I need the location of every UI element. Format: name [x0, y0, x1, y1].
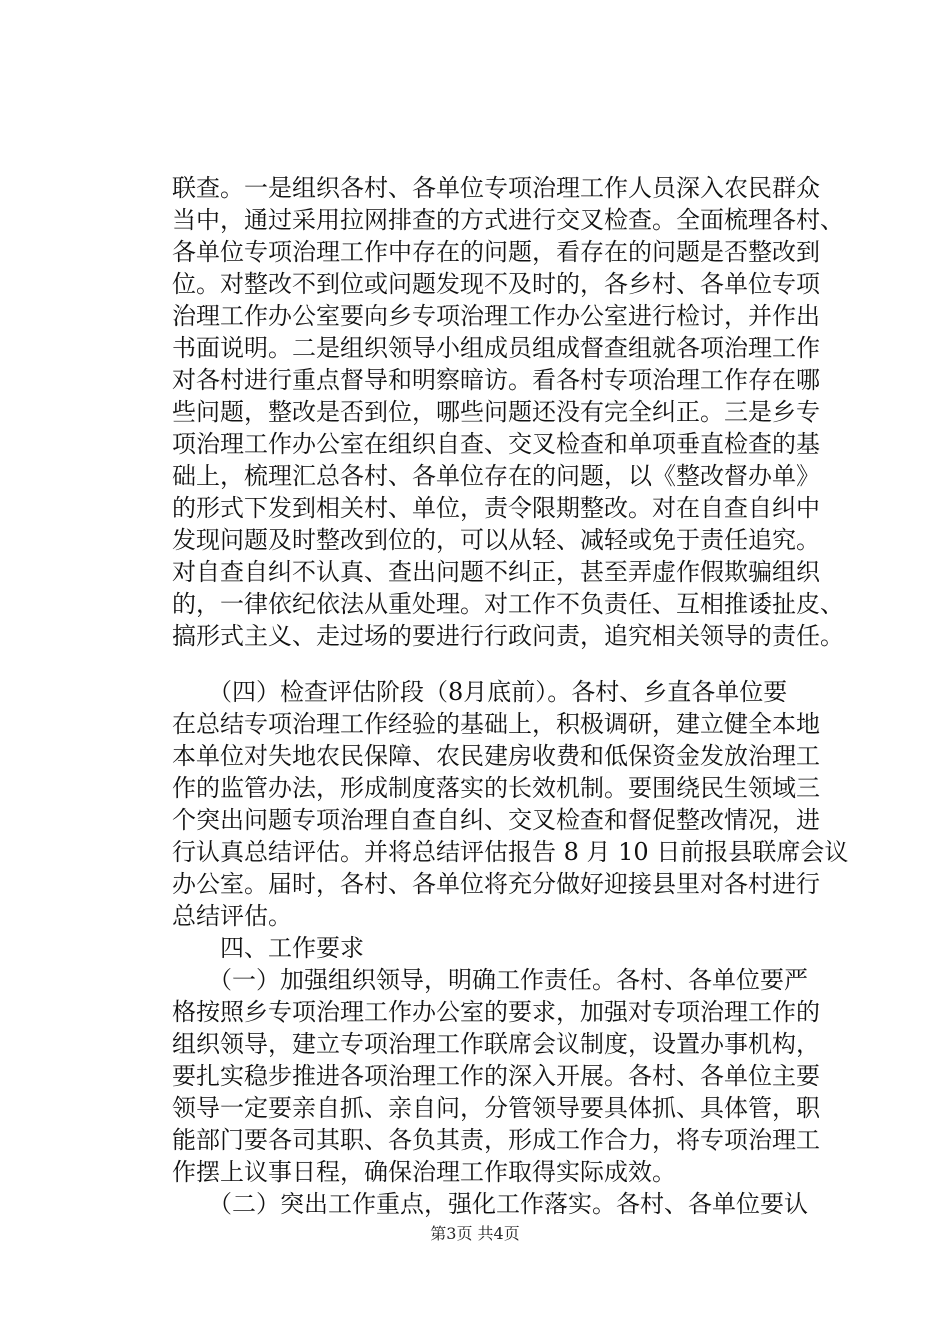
paragraph-line: 当中，通过采用拉网排查的方式进行交叉检查。全面梳理各村、 — [172, 206, 844, 234]
paragraph-line: 础上，梳理汇总各村、各单位存在的问题，以《整改督办单》 — [172, 462, 820, 490]
paragraph-line: 书面说明。二是组织领导小组成员组成督查组就各项治理工作 — [172, 334, 820, 362]
paragraph-line: 些问题，整改是否到位，哪些问题还没有完全纠正。三是乡专 — [172, 398, 820, 426]
paragraph-line: 治理工作办公室要向乡专项治理工作办公室进行检讨，并作出 — [172, 302, 820, 330]
paragraph-line: 位。对整改不到位或问题发现不及时的，各乡村、各单位专项 — [172, 270, 820, 298]
paragraph-line: 搞形式主义、走过场的要进行行政问责，追究相关领导的责任。 — [172, 622, 844, 650]
paragraph-line: 对自查自纠不认真、查出问题不纠正，甚至弄虚作假欺骗组织 — [172, 558, 820, 586]
paragraph-line: 的，一律依纪依法从重处理。对工作不负责任、互相推诿扯皮、 — [172, 590, 844, 618]
paragraph-line: 个突出问题专项治理自查自纠、交叉检查和督促整改情况，进 — [172, 806, 820, 834]
paragraph-line: 作摆上议事日程，确保治理工作取得实际成效。 — [172, 1158, 676, 1186]
paragraph-line: 本单位对失地农民保障、农民建房收费和低保资金发放治理工 — [172, 742, 820, 770]
paragraph-line: 对各村进行重点督导和明察暗访。看各村专项治理工作存在哪 — [172, 366, 820, 394]
paragraph-line: 各单位专项治理工作中存在的问题，看存在的问题是否整改到 — [172, 238, 820, 266]
paragraph-line: （二）突出工作重点，强化工作落实。各村、各单位要认 — [172, 1190, 808, 1218]
paragraph-line: 作的监管办法，形成制度落实的长效机制。要围绕民生领域三 — [172, 774, 820, 802]
paragraph-line: 组织领导，建立专项治理工作联席会议制度，设置办事机构， — [172, 1030, 820, 1058]
paragraph-line: 格按照乡专项治理工作办公室的要求，加强对专项治理工作的 — [172, 998, 820, 1026]
paragraph-line: 发现问题及时整改到位的，可以从轻、减轻或免于责任追究。 — [172, 526, 820, 554]
paragraph-line: 领导一定要亲自抓、亲自问，分管领导要具体抓、具体管，职 — [172, 1094, 820, 1122]
paragraph-line: 办公室。届时，各村、各单位将充分做好迎接县里对各村进行 — [172, 870, 820, 898]
paragraph-line: 在总结专项治理工作经验的基础上，积极调研，建立健全本地 — [172, 710, 820, 738]
paragraph-line: （一）加强组织领导，明确工作责任。各村、各单位要严 — [172, 966, 808, 994]
paragraph-line: 能部门要各司其职、各负其责，形成工作合力，将专项治理工 — [172, 1126, 820, 1154]
paragraph-line: 项治理工作办公室在组织自查、交叉检查和单项垂直检查的基 — [172, 430, 820, 458]
section-heading: 四、工作要求 — [172, 934, 364, 962]
paragraph-line: 的形式下发到相关村、单位，责令限期整改。对在自查自纠中 — [172, 494, 820, 522]
paragraph-line: 总结评估。 — [172, 902, 292, 930]
paragraph-line: （四）检查评估阶段（8月底前）。各村、乡直各单位要 — [172, 678, 788, 706]
page-number-footer: 第3页 共4页 — [430, 1224, 520, 1243]
paragraph-line: 要扎实稳步推进各项治理工作的深入开展。各村、各单位主要 — [172, 1062, 820, 1090]
paragraph-line: 行认真总结评估。并将总结评估报告 8 月 10 日前报县联席会议 — [172, 838, 849, 866]
paragraph-line: 联查。一是组织各村、各单位专项治理工作人员深入农民群众 — [172, 174, 820, 202]
